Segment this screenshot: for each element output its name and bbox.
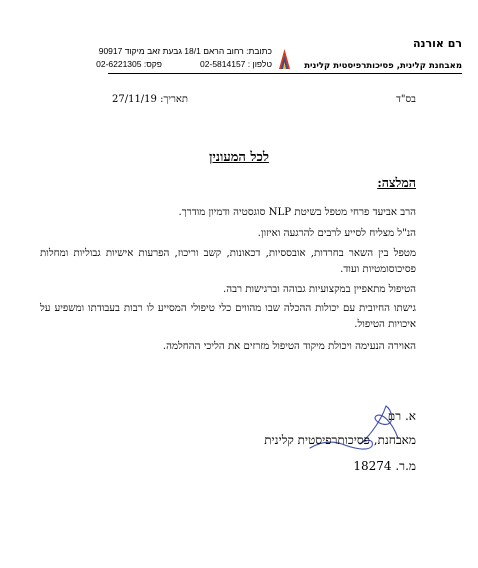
letterhead-name: רם אורנה (412, 37, 462, 50)
paragraph-5: גישתו החיובית עם יכולות ההכלה שבו מהווים כלי טיפולי המסייע לו רבות בעבודתו ומשפיע על איכויות הטיפול. (40, 303, 416, 330)
document-date: תאריך: 27/11/19 (111, 94, 188, 105)
letterhead-divider (108, 73, 462, 74)
letterhead-fax: פקס: 02-6221305 (96, 59, 162, 69)
letterhead-subtitle: מאבחנת קלינית, פסיכותרפיסטית קלינית (304, 61, 462, 71)
paragraph-4: הטיפול מתאפיין במקצועיות גבוהה וברגישות רבה. (222, 284, 416, 295)
bsd-mark: בס"ד (396, 94, 416, 105)
signature-name: א. רם (387, 409, 416, 423)
handwritten-signature (302, 404, 412, 456)
recommendation-label: המלצה: (377, 175, 416, 190)
paragraph-6: האוירה הנעימה ויכולת מיקוד הטיפול מזרזים את הליכי ההחלמה. (162, 341, 416, 352)
letterhead-address: כתובת: רחוב הראם 18/1 גבעת זאב מיקוד 90917 (98, 46, 272, 56)
logo-icon (277, 47, 292, 71)
paragraph-3: מטפל בין השאר בחרדות, אובססיות, דכאונות, קשב וריכוז, הפרעות אישיות גבוליות ומחלות פסיכוסומטיות ועוד. (40, 248, 416, 275)
letterhead-phone: טלפון : 02-5814157 (200, 59, 272, 69)
signature-title: מאבחנת, פסיכותרפיסטית קלינית (264, 433, 416, 447)
signature-license: מ.ר. 18274 (353, 459, 416, 473)
document-heading (0, 149, 478, 165)
heading-text: לכל המעונין (209, 150, 269, 165)
paragraph-2: הנ"ל מצליח לסייע לרבים להרגעה ואיזון. (257, 228, 416, 239)
paragraph-1: הרב אביעד פרחי מטפל בשיטת NLP סוגסטיה ודמיון מודרך. (178, 207, 416, 218)
